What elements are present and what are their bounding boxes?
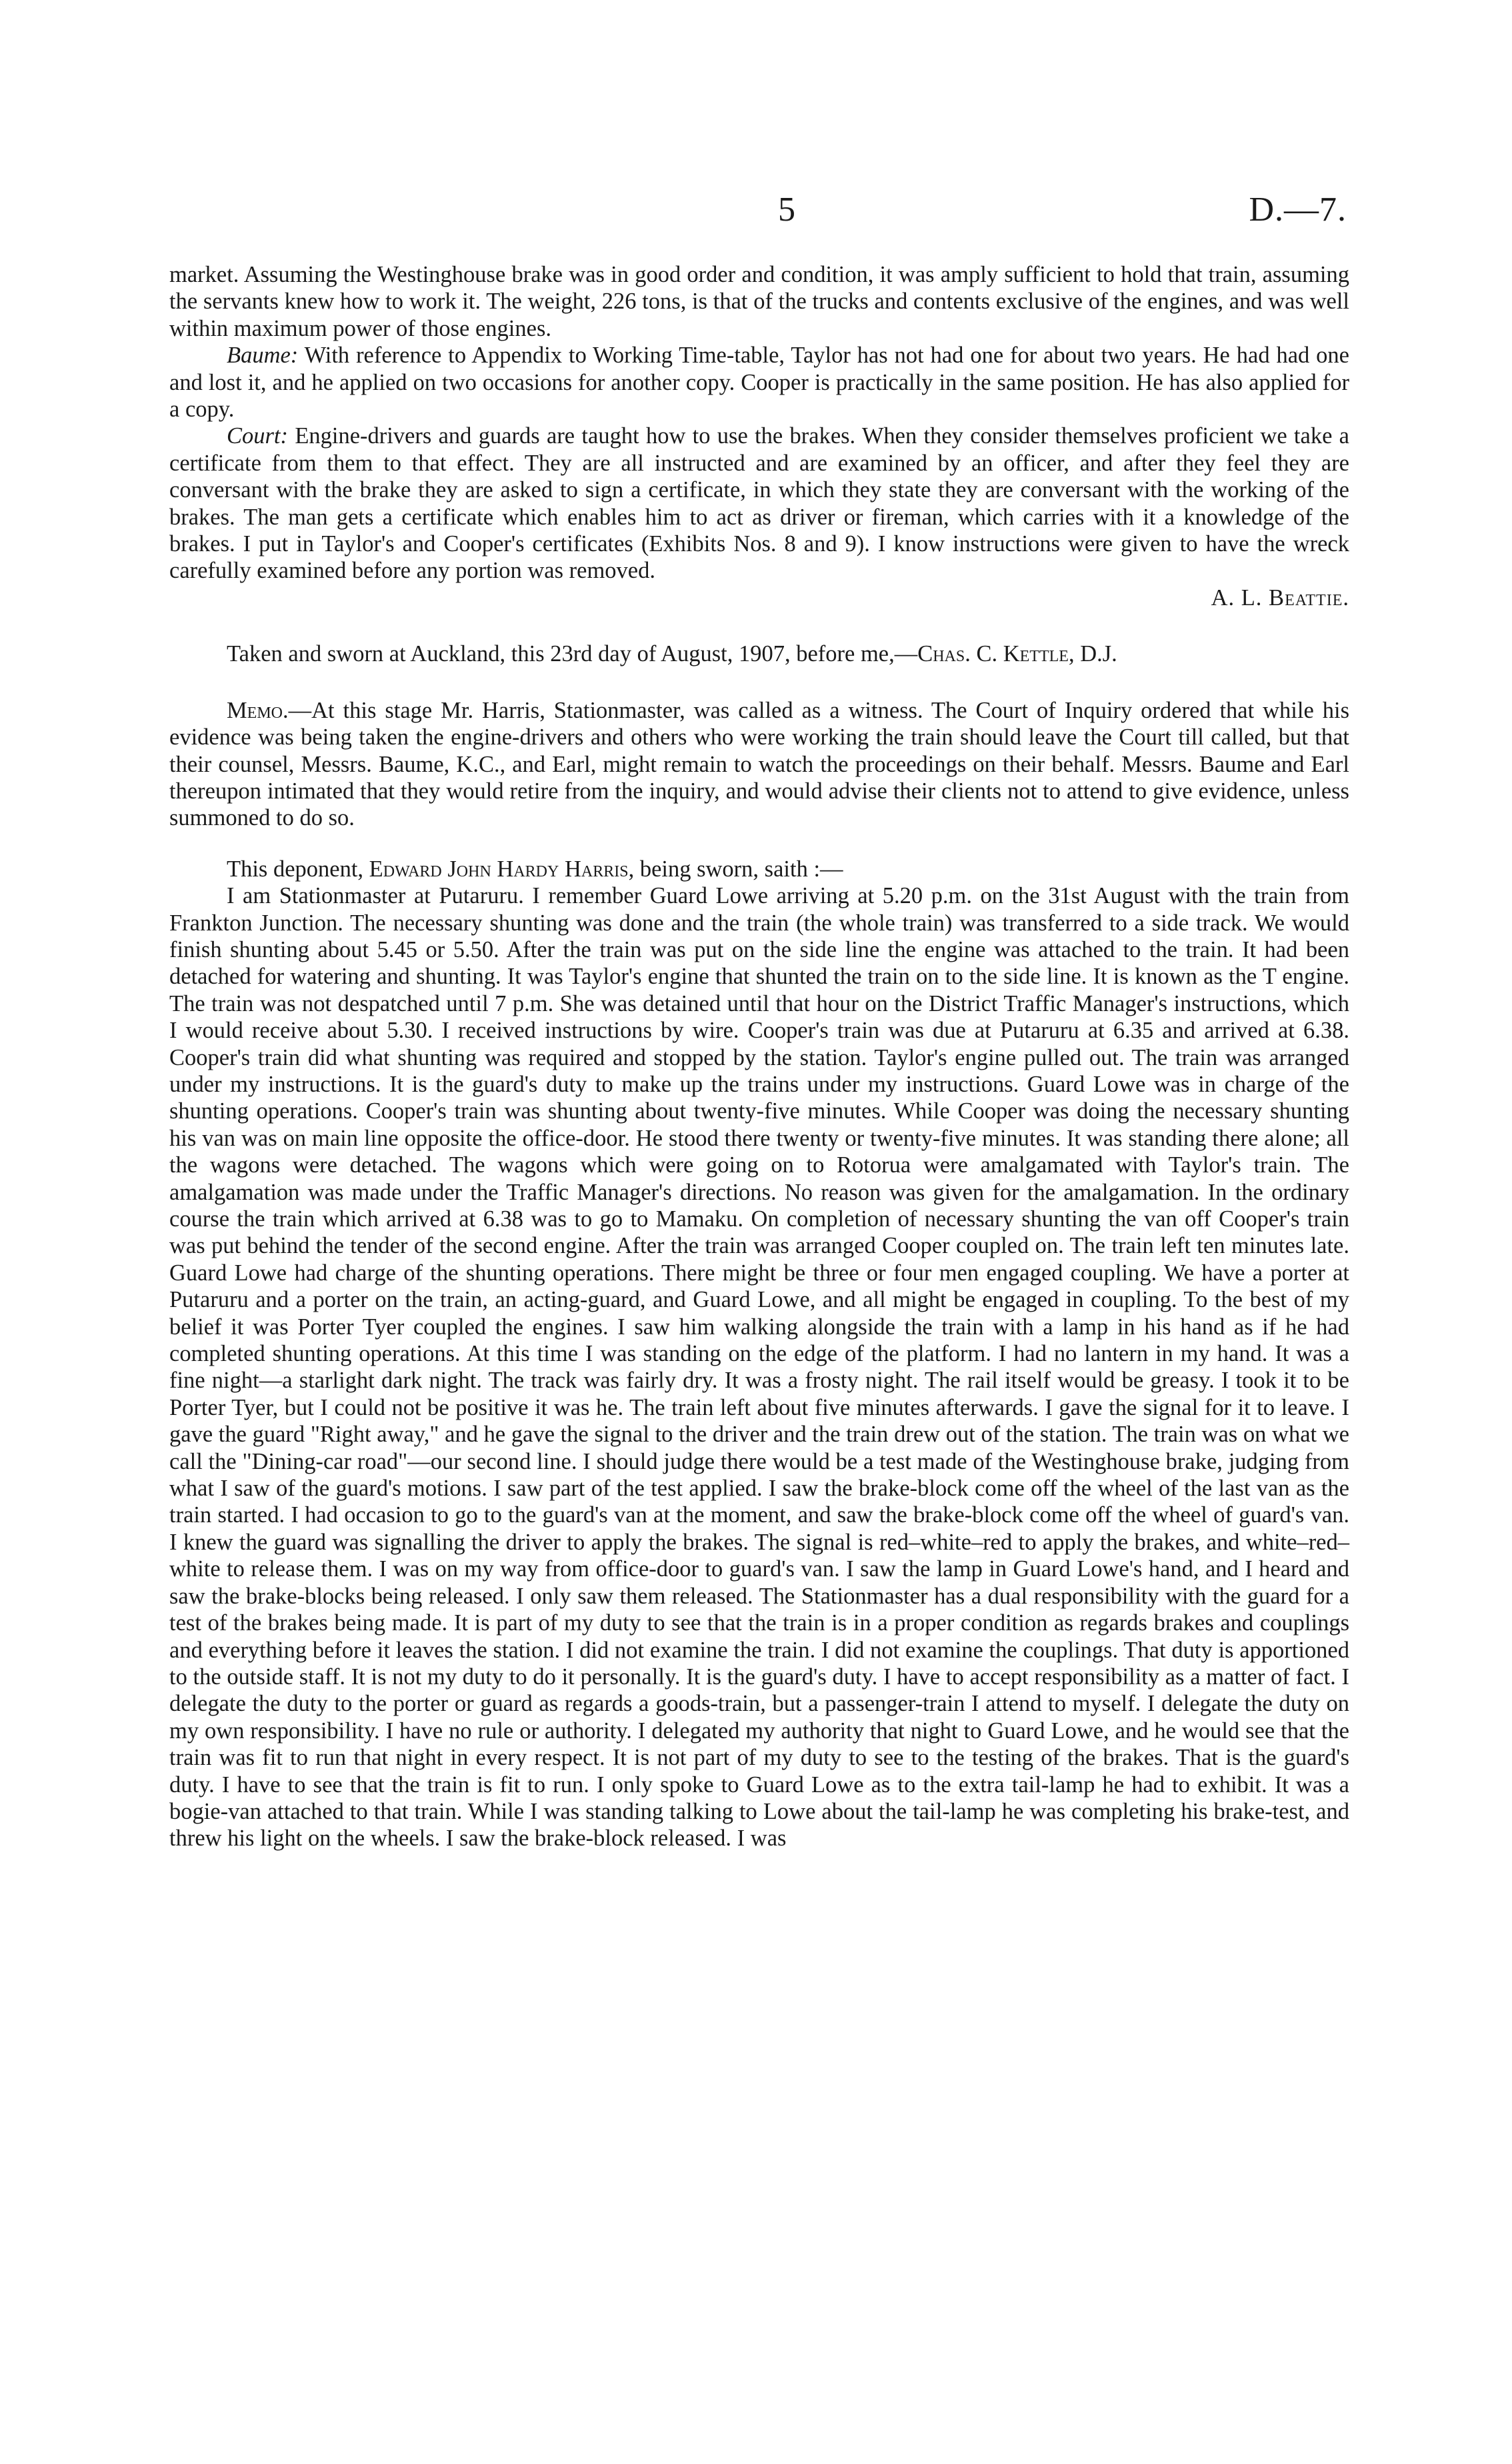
paragraph-market: market. Assuming the Westinghouse brake was in good order and condition, it was amply sufficient to hold that train, assuming the servants knew how to work it. The weight, 226 tons, is that of the trucks and contents exclusive of the engines, and was well within maximum power of those engines. <box>169 262 1349 341</box>
paragraph-court <box>169 423 1349 584</box>
deponent-suffix: , being sworn, saith :— <box>628 856 843 882</box>
paragraph-text: With reference to Appendix to Working Time-table, Taylor has not had one for about two years. He had had one and lost it, and he applied on two occasions for another copy. Cooper is practically in the same position. He has also applied for a copy. <box>169 343 1349 423</box>
deponent-intro <box>169 856 1349 882</box>
deponent-name: Edward John Hardy Harris <box>369 856 629 882</box>
evidence-paragraph: I am Stationmaster at Putaruru. I remember Guard Lowe arriving at 5.20 p.m. on the 31st August with the train from Frankton Junction. The necessary shunting was done and the train (the whole train) was transferred to a side track. We would finish shunting about 5.45 or 5.50. After the train was put on the side line the engine was attached to the train. It had been detached for watering and shunting. It was Taylor's engine that shunted the train on to the side line. It is known as the T engine. The train was not despatched until 7 p.m. She was detained until that hour on the District Traffic Manager's instructions, which I would receive about 5.30. I received instructions by wire. Cooper's train was due at Putaruru at 6.35 and arrived at 6.38. Cooper's train did what shunting was required and stopped by the station. Taylor's engine pulled out. The train was arranged under my instructions. It is the guard's duty to make up the trains under my instructions. Guard Lowe was in charge of the shunting operations. Cooper's train was shunting about twenty-five minutes. While Cooper was doing the necessary shunting his van was on main line opposite the office-door. He stood there twenty or twenty-five minutes. It was standing there alone; all the wagons were detached. The wagons which were going on to Rotorua were amalgamated with Taylor's train. The amalgamation was made under the Traffic Manager's directions. No reason was given for the amalgamation. In the ordinary course the train which arrived at 6.38 was to go to Mamaku. On completion of necessary shunting the van off Cooper's train was put behind the tender of the second engine. After the train was arranged Cooper coupled on. The train left ten minutes late. Guard Lowe had charge of the shunting operations. There might be three or four men engaged coupling. We have a porter at Putaruru and a porter on the train, an acting-guard, and Guard Lowe, and all might be engaged in coupling. To the best of my belief it was Porter Tyer coupled the engines. I saw him walking alongside the train with a lamp in his hand as if he had completed shunting operations. At this time I was standing on the edge of the platform. I had no lantern in my hand. It was a fine night—a starlight dark night. The track was fairly dry. It was a frosty night. The rail itself would be greasy. I took it to be Porter Tyer, but I could not be positive it was he. The train left about five minutes afterwards. I gave the signal for it to leave. I gave the guard "Right away," and he gave the signal to the driver and the train drew out of the station. The train was on what we call the "Dining-car road"—our second line. I should judge there would be a test made of the Westinghouse brake, judging from what I saw of the guard's motions. I saw part of the test applied. I saw the brake-block come off the wheel of the last van as the train started. I had occasion to go to the guard's van at the moment, and saw the brake-block come off the wheel of guard's van. I knew the guard was signalling the driver to apply the brakes. The signal is red–white–red to apply the brakes, and white–red–white to release them. I was on my way from office-door to guard's van. I saw the lamp in Guard Lowe's hand, and I heard and saw the brake-blocks being released. I only saw them released. The Stationmaster has a dual responsibility with the guard for a test of the brakes being made. It is part of my duty to see that the train is in a proper condition as regards brakes and couplings and everything before it leaves the station. I did not examine the train. I did not examine the couplings. That duty is apportioned to the outside staff. It is not my duty to do it personally. It is the guard's duty. I have to accept responsibility as a matter of fact. I delegate the duty to the porter or guard as regards a goods-train, but a passenger-train I attend to myself. I delegate the duty on my own responsibility. I have no rule or authority. I delegated my authority that night to Guard Lowe, and he would see that the train was fit to run that night in every respect. It is not part of my duty to see to the testing of the brakes. That is the guard's duty. I have to see that the train is fit to run. I only spoke to Guard Lowe as to the extra tail-lamp he had to exhibit. It was a bogie-van attached to that train. While I was standing talking to Lowe about the tail-lamp he was completing his brake-test, and threw his light on the wheels. I saw the brake-block released. I was <box>169 883 1349 1851</box>
signature: A. L. Beattie. <box>1211 585 1349 611</box>
deponent-prefix: This deponent, <box>227 856 369 882</box>
memo-text: —At this stage Mr. Harris, Stationmaster, was called as a witness. The Court of Inquiry ordered that while his evidence was being taken the engine-drivers and others who were working the train should leave the Court till called, but that their counsel, Messrs. Baume, K.C., and Earl, might remain to watch the proceedings on their behalf. Messrs. Baume and Earl thereupon intimated that they would retire from the inquiry, and would advise their clients not to attend to give evidence, unless summoned to do so. <box>169 697 1349 831</box>
paragraph-baume <box>169 342 1349 423</box>
sworn-text: Taken and sworn at Auckland, this 23rd day of August, 1907, before me,— <box>227 641 918 667</box>
memo-label: Memo. <box>227 697 289 723</box>
page-number: 5 <box>778 191 795 229</box>
sworn-statement <box>169 640 1349 667</box>
sworn-suffix: , D.J. <box>1068 641 1117 667</box>
speaker-label: Court: <box>227 423 289 449</box>
speaker-label: Baume: <box>227 343 299 369</box>
magistrate-name: Chas. C. Kettle <box>917 641 1069 667</box>
document-reference: D.—7. <box>1249 191 1347 229</box>
page-header <box>167 190 1347 237</box>
paragraph-text: Engine-drivers and guards are taught how to use the brakes. When they consider themselves proficient we take a certificate from them to that effect. They are all instructed and are examined by an officer, and after they feel they are conversant with the brake they are asked to sign a certificate, in which they state they are conversant with the working of the brakes. The man gets a certificate which enables him to act as driver or fireman, which carries with it a knowledge of the brakes. I put in Taylor's and Cooper's certificates (Exhibits Nos. 8 and 9). I know instructions were given to have the wreck carefully examined before any portion was removed. <box>169 423 1349 584</box>
body-text <box>169 261 1349 1852</box>
memo-paragraph <box>169 697 1349 832</box>
